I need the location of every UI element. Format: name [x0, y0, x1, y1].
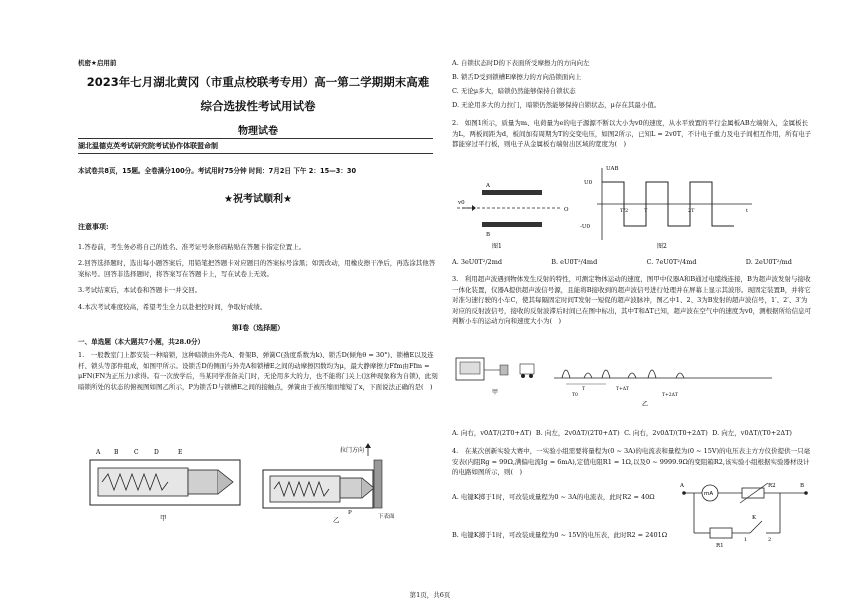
q1-option-a: A. 自锁状态时D的下表面所受摩擦力的方向向左: [452, 59, 590, 67]
question-1-text: 1. 一般教室门上都安装一种暗锁，这种暗锁由外壳A、骨架B、弹簧C(劲度系数为k)、锁舌D(倾角θ = 30°)、锁槽E以及连杆、锁头等部件组成，如图甲所示。设锁舌D的侧面与外壳A和锁槽E之间的动摩擦因数均为μ，最大静摩擦力Ffm由Ffm = μFN(FN为正压力)求得。有一次放学后，当某同学准备关门时，无论用多大的力，也不能将门关上(这种现象称为自锁)，此刻暗锁所处的状态的俯视图如图乙所示，P为锁舌D与锁槽E之间的接触点，弹簧由于被压缩而缩短了x，下面说法正确的是( ): [78, 351, 438, 391]
fig-caption-a: 甲: [160, 514, 167, 522]
note-item: 3.考试结束后，本试卷和答题卡一并交回。: [78, 286, 202, 295]
right-column: [452, 0, 812, 608]
time-axis-label: t: [746, 208, 749, 214]
fig-label-c: C: [134, 449, 139, 456]
ultrasound-device-figure: [456, 358, 534, 396]
organizer-line: 湖北温德克英考试研究院考试协作体联盟命制: [78, 138, 433, 154]
fig-label-d: D: [154, 449, 159, 456]
note-item: 4.本次考试难度较高，希望考生全力以赴把控时间，争取好成绩。: [78, 302, 267, 311]
part1-heading: 第Ⅰ卷（选择题）: [231, 323, 285, 332]
t-plus-dt-label: T+ΔT: [616, 387, 630, 392]
exam-title-line2: 综合选拔性考试用试卷: [200, 99, 316, 113]
confidential-mark: 机密★启用前: [78, 59, 117, 67]
fig-caption-b: 乙: [333, 516, 340, 524]
fig-label-p: P: [348, 510, 352, 516]
fig1-caption: 图1: [492, 243, 502, 250]
q3-option-c: C. 向右，2v0ΔT/(T0+2ΔT): [624, 429, 708, 437]
note-item: 1.答卷前，考生务必将自己的姓名、准考证号条形码粘贴在答题卡指定位置上。: [78, 243, 306, 251]
q4-option-b: B. 电键K掷于1时，可改装成量程为0 ~ 15V的电压表，此时R2 = 2401Ω: [452, 531, 668, 539]
exam-info: 本试卷共8页，15题。全卷满分100分。考试用时75分钟 时间：7月2日 下午 2：15—3：30: [78, 167, 357, 175]
switch-k-label: K: [752, 515, 757, 521]
pulse-timeline-figure: [554, 370, 772, 408]
q3-fig-caption-a: 甲: [492, 389, 499, 396]
q2-option-c: C. 7eU0T²/4md: [646, 258, 697, 266]
q2-option-a: A. 3eU0T²/2md: [452, 258, 503, 266]
q1-option-d: D. 无论用多大的力拉门，暗锁仍然能够保持自锁状态，μ存在其最小值。: [452, 101, 661, 109]
lock-figure-b: [263, 443, 395, 524]
t-label: T: [644, 208, 648, 214]
left-column: [78, 0, 438, 608]
section-heading: 一、单选题（本大题共7小题，共28.0分）: [78, 338, 205, 346]
v0-label: v0: [458, 200, 465, 206]
pull-direction-label: 拉门方向: [340, 447, 365, 454]
plates-figure: [457, 183, 569, 250]
q3-option-b: B. 向左，2v0ΔT/(2T0+ΔT): [535, 429, 620, 437]
notes-list: [78, 242, 438, 318]
plate-b-label: B: [486, 232, 491, 238]
lock-diagram: [78, 440, 438, 530]
switch-pos-1-label: 1: [744, 537, 748, 543]
fig-label-b: B: [114, 449, 119, 456]
fig-label-e: E: [178, 449, 183, 456]
q2-option-b: B. eU0T²/4md: [551, 258, 598, 266]
q1-option-b: B. 锁舌D受到锁槽E摩擦力的方向沿锁面向上: [452, 73, 582, 81]
question-3-text: 3. 利用超声波遇到物体发生反射的特性，可测定物体运动的速度，图甲中仪器A和B通过电缆线连接，B为超声波发射与接收一体化装置，仪器A提供超声波信号源，且能将B接收到的超声波信号进行处理并在屏幕上显示其波形。现固定装置B，并将它对准匀速行驶的小车C，使其每隔固定时间T发射一短促的超声波脉冲，图乙中1、2、3为B发射的超声波信号，1′、2′、3′为对应的反射波信号，接收的反射波滞后时间已在图中标出，其中T和ΔT已知，超声波在空气中的速度为v0，测根据所给信息可判断小车的运动方向和速度大小为( ): [452, 275, 812, 326]
q3-option-d: D. 向左，v0ΔT/(T0+2ΔT): [712, 429, 792, 437]
wish-line: ★祝考试顺利★: [224, 194, 292, 205]
lower-surface-label: 下表面: [378, 514, 395, 520]
fig-label-a: A: [96, 449, 101, 456]
t-interval-label: T: [582, 387, 586, 392]
t-plus-2dt-label: T+2ΔT: [662, 393, 678, 398]
r1-label: R1: [716, 543, 724, 549]
exam-title-line1: 2023年七月湖北黄冈（市重点校联考专用）高一第二学期期末高难: [86, 75, 430, 89]
t-half-label: T/2: [620, 208, 629, 214]
terminal-b-label: B: [800, 483, 805, 489]
milliammeter-label: mA: [704, 491, 714, 497]
q4-option-a: A. 电键K掷于1时，可改装成量程为0 ~ 3A的电流表，此时R2 = 40Ω: [452, 493, 655, 501]
notice-heading: 注意事项:: [78, 222, 109, 231]
q2-options: [452, 258, 792, 266]
voltage-wave-figure: [580, 166, 752, 250]
uab-label: UAB: [606, 166, 619, 172]
q3-figures: [452, 350, 812, 410]
2t-label: 2T: [688, 208, 695, 214]
q2-figures: [452, 160, 812, 255]
question-4-text: 4. 在某次创新实验大赛中，一实验小组需要将量程为(0 ~ 3A)的电流表和量程为(0 ~ 15V)的电压表主方方仪价提供一只毫安表(内阻Rg = 99Ω,满偏电流Ig = 6mA),定值电阻R1 = 1Ω,以及0 ~ 9999.9Ω的变阻箱R2,该实验小组根据实验器材设计的电路如图所示，则( ): [452, 447, 811, 477]
page-footer: 第1页，共6页: [409, 591, 451, 599]
neg-u0-label: -U0: [580, 224, 590, 230]
q3-options: [452, 428, 792, 437]
fig2-caption: 图2: [657, 243, 667, 250]
u0-label: U0: [584, 180, 593, 186]
question-2-text: 2. 如图1所示，质量为m、电荷量为e的电子源源不断以大小为v0的速度，从水平放置的平行金属板AB左端射入，金属板长为L，两板间距为d，板间加有周期为T的交变电压，如图2所示，已知L = 2v0T，不计电子重力及电子间相互作用，所有电子都能穿过平行板，则电子从金属板右端射出区域的宽度为( ): [452, 119, 812, 149]
plate-a-label: A: [486, 183, 490, 189]
q1-figures: [78, 440, 438, 530]
subject-title: 物理试卷: [238, 126, 278, 137]
q3-fig-caption-b: 乙: [642, 401, 649, 408]
q3-option-a: A. 向右，v0ΔT/(2T0+ΔT): [452, 429, 532, 437]
t0-label: T0: [572, 393, 578, 398]
terminal-a-label: A: [680, 483, 684, 489]
q4-circuit: [680, 475, 810, 555]
lock-figure-a: [90, 449, 240, 522]
switch-pos-2-label: 2: [768, 537, 772, 543]
note-item: 2.回答选择题时，选出每小题答案后，用铅笔把答题卡对应题目的答案标号涂黑；如需改动，用橡皮擦干净后，再选涂其他答案标号。回答非选择题时，将答案写在答题卡上，写在试卷上无效。: [78, 259, 436, 278]
origin-label: O: [564, 207, 569, 213]
q1-option-c: C. 无论μ多大，暗锁仍然能够保持自锁状态: [452, 87, 576, 95]
r2-label: R2: [768, 483, 776, 489]
q2-option-d: D. 2eU0T²/md: [745, 258, 792, 266]
